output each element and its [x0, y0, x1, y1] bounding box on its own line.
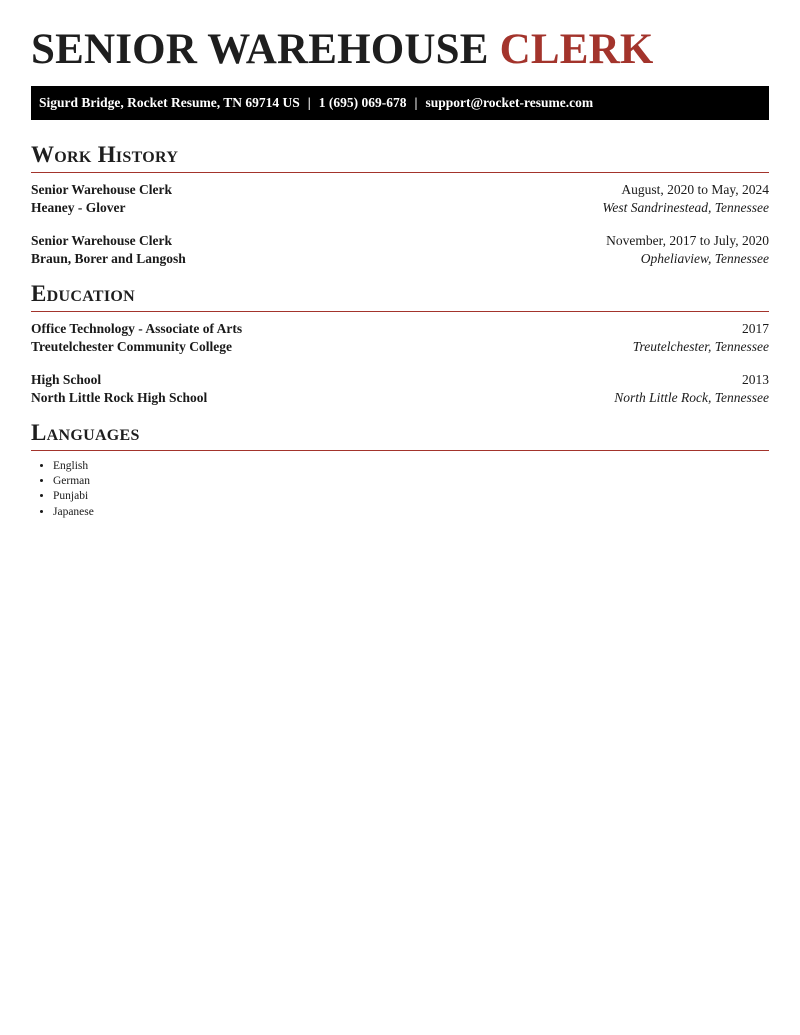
work-entry: [31, 232, 769, 267]
contact-separator: |: [414, 95, 418, 110]
school-location: Treutelchester, Tennessee: [632, 338, 769, 354]
contact-email: support@rocket-resume.com: [425, 95, 594, 110]
languages-section: [31, 420, 769, 520]
list-item: • Japanese: [53, 505, 769, 520]
school-name: North Little Rock High School: [31, 389, 208, 405]
section-heading-education: Education: [31, 281, 769, 312]
job-location: Opheliaview, Tennessee: [640, 250, 769, 266]
work-history-section: [31, 142, 769, 267]
list-item: • English: [53, 459, 769, 474]
contact-bar: [31, 86, 769, 120]
education-section: [31, 281, 769, 406]
graduation-year: 2017: [742, 321, 769, 336]
contact-phone: 1 (695) 069-678: [318, 95, 407, 110]
school-location: North Little Rock, Tennessee: [614, 389, 769, 405]
job-title: Senior Warehouse Clerk: [31, 182, 173, 197]
list-item: • German: [53, 474, 769, 489]
job-dates: August, 2020 to May, 2024: [621, 182, 769, 197]
education-entry: [31, 371, 769, 406]
contact-address: Sigurd Bridge, Rocket Resume, TN 69714 US: [39, 95, 300, 110]
school-name: Treutelchester Community College: [31, 338, 232, 354]
company-name: Heaney - Glover: [31, 199, 126, 215]
job-dates: November, 2017 to July, 2020: [606, 233, 769, 248]
resume-page: [31, 0, 769, 520]
resume-title: [31, 0, 769, 73]
degree-name: Office Technology - Associate of Arts: [31, 321, 243, 336]
job-location: West Sandrinestead, Tennessee: [602, 199, 769, 215]
work-entry: [31, 181, 769, 216]
section-heading-languages: Languages: [31, 420, 769, 451]
languages-list: [31, 459, 769, 520]
degree-name: High School: [31, 372, 102, 387]
graduation-year: 2013: [742, 372, 769, 387]
job-title: Senior Warehouse Clerk: [31, 233, 173, 248]
contact-separator: |: [307, 95, 311, 110]
education-entry: [31, 320, 769, 355]
title-accent: CLERK: [499, 26, 654, 73]
list-item: • Punjabi: [53, 489, 769, 504]
company-name: Braun, Borer and Langosh: [31, 250, 186, 266]
section-heading-work-history: Work History: [31, 142, 769, 173]
title-main: SENIOR WAREHOUSE: [31, 26, 489, 73]
